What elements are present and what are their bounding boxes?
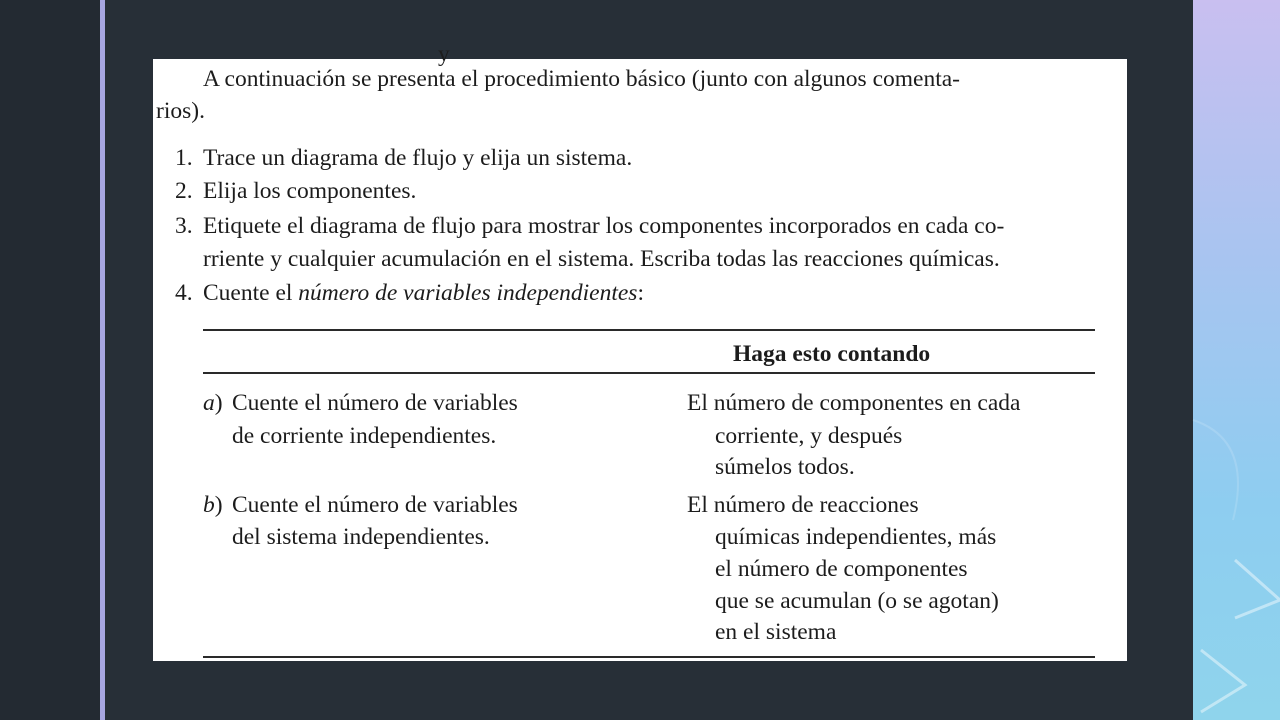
row-b-right-line-4: que se acumulan (o se agotan) [715,588,999,614]
intro-paragraph: A continuación se presenta el procedimiento básico (junto con algunos comenta- [203,66,960,92]
step-3-text-continued: rriente y cualquier acumulación en el sistema. Escriba todas las reacciones químicas. [203,246,1000,272]
row-a-right-line-2: corriente, y después [715,423,903,449]
cropped-previous-line: y [438,41,450,67]
step-1-number: 1. [175,145,193,171]
row-a-right-line-1: El número de componentes en cada [687,390,1021,416]
step-3-text: Etiquete el diagrama de flujo para mostrar los componentes incorporados en cada co- [203,213,1005,239]
row-b-right-line-2: químicas independientes, más [715,524,997,550]
step-4-italic: número de variables independientes [298,280,638,306]
accent-bar [100,0,105,720]
step-2-number: 2. [175,178,193,204]
step-1-text: Trace un diagrama de flujo y elija un sistema. [203,145,633,171]
chevron-decoration-icon [1193,0,1280,720]
row-b-label: b) [203,492,223,518]
step-4-text [203,280,644,306]
intro-paragraph-continued: rios). [156,98,205,124]
row-b-right-line-1: El número de reacciones [687,492,919,518]
table-top-rule [203,329,1095,331]
row-b-left-line-1: Cuente el número de variables [232,492,518,518]
row-a-left-line-1: Cuente el número de variables [232,390,518,416]
row-b-right-line-3: el número de componentes [715,556,968,582]
table-bottom-rule [203,656,1095,658]
step-4-prefix: Cuente el [203,280,299,306]
row-b-right-line-5: en el sistema [715,619,837,645]
row-a-right-line-3: súmelos todos. [715,454,855,480]
step-4-number: 4. [175,280,193,306]
decorative-gradient-panel [1193,0,1280,720]
table-header: Haga esto contando [733,341,931,367]
textbook-excerpt-image [153,41,1127,661]
step-4-suffix: : [637,280,644,306]
left-sidebar-strip [0,0,100,720]
table-header-rule [203,372,1095,374]
step-3-number: 3. [175,213,193,239]
row-b-left-line-2: del sistema independientes. [232,524,490,550]
row-a-left-line-2: de corriente independientes. [232,423,497,449]
row-a-label: a) [203,390,223,416]
step-2-text: Elija los componentes. [203,178,417,204]
